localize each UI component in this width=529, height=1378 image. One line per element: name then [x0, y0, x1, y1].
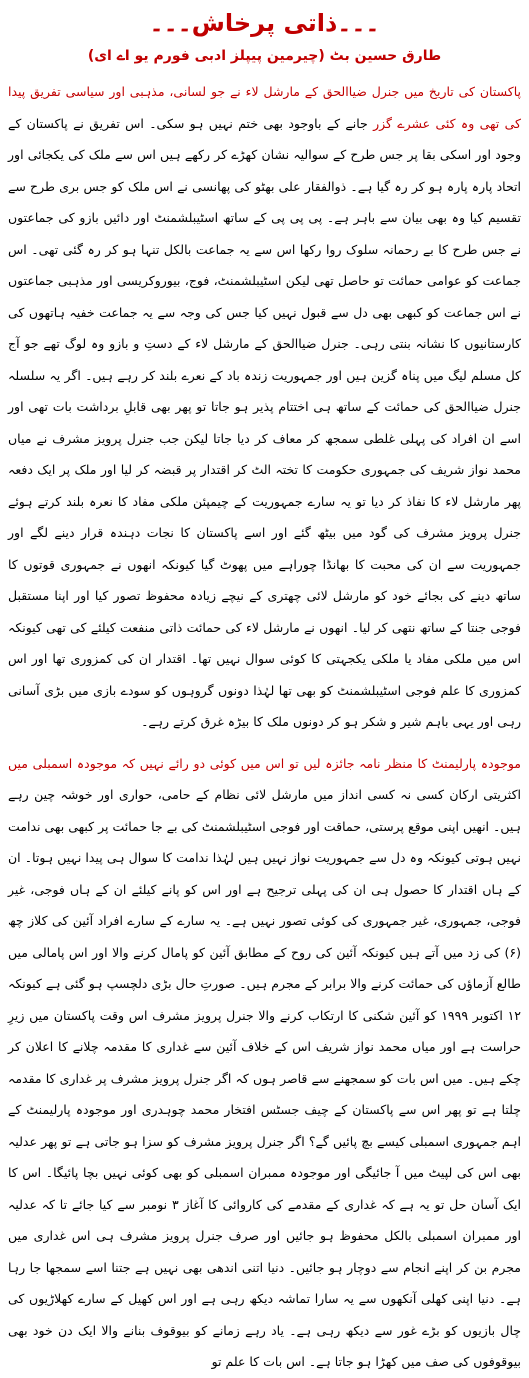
article-title — [8, 6, 521, 40]
paragraph-1 — [8, 76, 521, 738]
author-name: طارق حسین بٹ (چیرمین پیپلز ادبی فورم یو اے ای) — [87, 48, 442, 64]
paragraph-2-lead: موجودہ پارلیمنٹ کا منظر نامہ جائزہ لیں تو اس میں کوئی دو رائے نہیں کہ موجودہ اسمبلی میں — [8, 755, 521, 771]
paragraph-1-lead: پاکستان کی تاریخ میں جنرل ضیاالحق کے مارشل لاء نے جو لسانی، مذہبی اور سیاسی تفریق پیدا کی تھی وہ کئی عشرے گزر — [8, 84, 521, 131]
paragraph-2-body: اکثریتی ارکان کسی نہ کسی انداز میں مارشل لائی نظام کے حامی، حواری اور خوشہ چین رہے ہیں۔ انھیں اپنی موقع پرستی، حماقت اور فوجی اسٹیبلشمنٹ کی بے جا حمائت پر کبھی بھی ندامت نہیں ہوتی کیونکہ وہ دل سے جمہوریت نواز نہیں ہیں لہٰذا ندامت کا سوال ہی پیدا نہیں ہوتا۔ ان کے ہاں اقتدار کا حصول ہی ان کی پہلی ترجیح ہے اور اس کو پانے کیلئے ان کے ہاں فوجی، غیر فوجی، جمہوری، غیر جمہوری کی کوئی تصور نہیں ہے۔ یہ سارے کے سارے افراد آئین کی کلاز چھ (۶) کی زد میں آتے ہیں کیونکہ آئین کی روح کے مطابق آئین کو پامال کرنے والا اور اس پامالی میں طالع آزماؤں کی حمائت کرنے والا برابر کے مجرم ہیں۔ صورتِ حال بڑی دلچسپ ہو گئی ہے کیونکہ ۱۲ اکتوبر ۱۹۹۹ کو آئین شکنی کا ارتکاب کرنے والا جنرل پرویز مشرف اس وقت پاکستان میں زیرِ حراست ہے اور میاں محمد نواز شریف اس کے خلاف آئین سے غداری کا مقدمہ چلانے کا اعلان کر چکے ہیں۔ میں اس بات کو سمجھنے سے قاصر ہوں کہ اگر جنرل پرویز مشرف پر غداری کا مقدمہ چلتا ہے تو پھر اس سے پاکستان کے چیف جسٹس افتخار محمد چوہدری اور موجودہ پارلیمنٹ کے اہم جمہوری اسمبلی کیسے بچ پائیں گے؟ اگر جنرل پرویز مشرف کو سزا ہو جاتی ہے تو پھر عدلیہ بھی اس کی لپیٹ میں آ جائیگی اور موجودہ ممبران اسمبلی کو بھی کوئی نہیں بچا پائیگا۔ اس کا ایک آسان حل تو یہ ہے کہ غداری کے مقدمے کی کاروائی کا آغاز ۳ نومبر سے کیا جائے تا کہ عدلیہ اور ممبران اسمبلی بالکل محفوظ ہو جائیں اور صرف جنرل پرویز مشرف ہی اس غداری میں مجرم بن کر اپنے انجام سے دوچار ہو جائیں۔ دنیا اتنی اندھی بھی نہیں ہے جتنا اسے سمجھا جا رہا ہے۔ دنیا اپنی کھلی آنکھوں سے یہ سارا تماشہ دیکھ رہی ہے اور اس کھیل کے سارے کھلاڑیوں کی چال بازیوں کو بڑے غور سے دیکھ رہی ہے۔ یاد رہے زمانے کو بیوقوف بنانے والا ایک دن خود بھی بیوقوفوں کی صف میں کھڑا ہو جاتا ہے۔ اس بات کا علم تو — [8, 787, 521, 1369]
paragraph-2 — [8, 748, 521, 1378]
article-title-text: ۔۔۔ذاتی پرخاش۔۔۔ — [149, 9, 380, 37]
article-byline — [8, 44, 521, 68]
paragraph-1-body: جانے کے باوجود بھی ختم نہیں ہو سکی۔ اس تفریق نے پاکستان کے وجود اور اسکی بقا پر جس طرح کے سوالیہ نشان کھڑے کر رکھے ہیں اس سے ملک کی یکجائی اور اتحاد پارہ پارہ ہو کر رہ گیا ہے۔ ذوالفقار علی بھٹو کی پھانسی نے اس ملک کو جس بری طرح سے تقسیم کیا وہ بھی بیان سے باہر ہے۔ پی پی پی کے ساتھ اسٹیبلشمنٹ اور دائیں بازو کی جماعتوں نے جس طرح کا بے رحمانہ سلوک روا رکھا اس سے یہ جماعت بالکل تنہا ہو کر رہ گئی تھی۔ اس جماعت کو عوامی حمائت تو حاصل تھی لیکن اسٹیبلشمنٹ، فوج، بیوروکریسی اور مذہبی جماعتوں نے اس جماعت کو کبھی بھی دل سے قبول نہیں کیا جس کی وجہ سے یہ جماعت خفیہ ہاتھوں کی کارستانیوں کا نشانہ بنتی رہی۔ جنرل ضیاالحق کے مارشل لاء کے دستِ و بازو وہ لوگ تھے جو آج کل مسلم لیگ میں پناہ گزین ہیں اور جمہوریت زندہ باد کے نعرے بلند کر رہے ہیں۔ اگر یہ سلسلہ جنرل ضیاالحق کی حمائت کے ساتھ ہی اختتام پذیر ہو جاتا تو پھر بھی قابلِ برداشت بات تھی اور اسے ان افراد کی پہلی غلطی سمجھ کر معاف کر دیا جاتا لیکن جب جنرل پرویز مشرف نے میاں محمد نواز شریف کی جمہوری حکومت کا تختہ الٹ کر اقتدار پر قبضہ کر لیا اور ملک پر ایک دفعہ پھر مارشل لاء کا نفاذ کر دیا تو یہ سارے جمہوریت کے چیمپئن ملکی مفاد کا نعرہ بلند کرتے ہوئے جنرل پرویز مشرف کی گود میں بیٹھ گئے اور اسے پاکستان کا نجات دہندہ قرار دینے لگے اور جمہوریت سے ان کی محبت کا بھانڈا چوراہے میں پھوٹ گیا کیونکہ انھوں نے جمہوری قوتوں کا ساتھ دینے کی بجائے خود کو مارشل لائی چھتری کے نیچے زیادہ محفوظ تصور کیا اور اپنا مستقبل فوجی جنتا کے ساتھ نتھی کر لیا۔ انھوں نے مارشل لاء کی حمائت ذاتی منفعت کیلئے کی تھی کیونکہ اس میں ملکی مفاد یا ملکی یکجہتی کا کوئی سوال نہیں تھا۔ اقتدار ان کی کمزوری تھا اور اس کمزوری کا علم فوجی اسٹیبلشمنٹ کو بھی تھا لہٰذا دونوں گروہوں کو سودے بازی میں بڑی آسانی رہی اور یہی باہم شیر و شکر ہو کر دونوں ملک کا بیڑہ غرق کرتے رہے۔ — [8, 115, 521, 729]
